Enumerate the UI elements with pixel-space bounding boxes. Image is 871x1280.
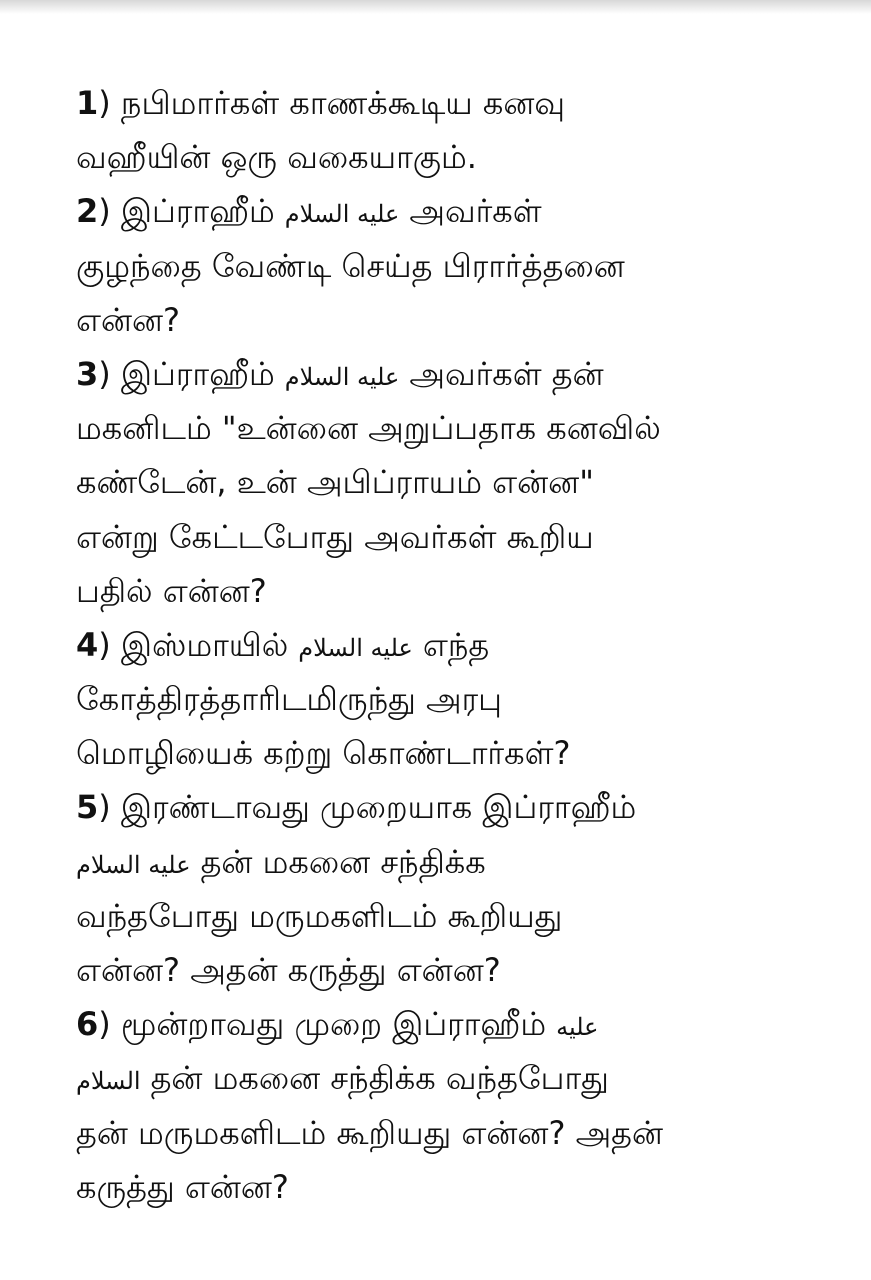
- question-3-line-5: [76, 564, 836, 618]
- question-text: கண்டேன், உன் அபிப்ராயம் என்ன": [76, 463, 594, 502]
- question-5-line-2: [76, 835, 836, 889]
- question-5-line-1: [76, 780, 836, 834]
- question-number: 4: [76, 625, 99, 664]
- question-2: [76, 184, 836, 347]
- question-text: வஹீயின் ஒரு வகையாகும்.: [76, 138, 477, 177]
- question-4-line-1: [76, 618, 836, 672]
- question-5: [76, 780, 836, 997]
- question-text: அவர்கள்: [409, 192, 542, 231]
- question-text: அவர்கள் தன்: [409, 354, 604, 393]
- question-3-line-1: [76, 347, 836, 401]
- question-text: தன் மகனை சந்திக்க: [200, 842, 486, 881]
- question-text: பதில் என்ன?: [76, 571, 267, 610]
- question-text: மகனிடம் "உன்னை அறுப்பதாக கனவில்: [76, 409, 661, 448]
- arabic-honorific: عليه السلام: [284, 200, 400, 229]
- question-text: எந்த: [422, 625, 490, 664]
- question-1-line-1: [76, 76, 836, 130]
- question-text: கருத்து என்ன?: [76, 1167, 289, 1206]
- question-text: தன் மருமகளிடம் கூறியது என்ன? அதன்: [76, 1113, 664, 1152]
- question-text: ) நபிமார்கள் காணக்கூடிய கனவு: [98, 84, 566, 122]
- question-6-line-1: [76, 997, 836, 1051]
- question-number: 1: [76, 84, 99, 122]
- question-text: வந்தபோது மருமகளிடம் கூறியது: [76, 896, 563, 935]
- question-6: [76, 997, 836, 1214]
- question-text: ) மூன்றாவது முறை இப்ராஹீம்: [98, 1005, 547, 1044]
- question-text: என்று கேட்டபோது அவர்கள் கூறிய: [76, 517, 594, 556]
- question-1: [76, 76, 836, 184]
- question-4-line-2: [76, 672, 836, 726]
- question-text: குழந்தை வேண்டி செய்த பிரார்த்தனை: [76, 246, 625, 285]
- question-text: ) இரண்டாவது முறையாக இப்ராஹீம்: [98, 788, 637, 827]
- arabic-honorific: عليه السلام: [298, 633, 413, 662]
- question-5-line-4: [76, 943, 836, 997]
- question-number: 3: [76, 354, 99, 393]
- question-4: [76, 618, 836, 781]
- question-text: என்ன?: [76, 300, 181, 339]
- question-text: ) இஸ்மாயில்: [98, 625, 289, 664]
- question-2-line-3: [76, 293, 836, 347]
- question-5-line-3: [76, 889, 836, 943]
- arabic-honorific: السلام: [76, 1067, 141, 1096]
- question-text: கோத்திரத்தாரிடமிருந்து அரபு: [76, 680, 502, 719]
- question-3-line-4: [76, 510, 836, 564]
- question-text: ) இப்ராஹீம்: [98, 354, 275, 393]
- arabic-honorific: عليه السلام: [284, 362, 400, 391]
- question-number: 5: [76, 788, 99, 827]
- arabic-honorific: عليه السلام: [76, 850, 191, 879]
- question-text: ) இப்ராஹீம்: [98, 192, 275, 231]
- question-6-line-3: [76, 1106, 836, 1160]
- top-shadow: [0, 0, 871, 14]
- questions-document: [76, 76, 836, 1214]
- question-3: [76, 347, 836, 618]
- question-1-line-2: [76, 130, 836, 184]
- question-6-line-2: [76, 1051, 836, 1105]
- arabic-honorific: عليه: [556, 1013, 599, 1042]
- question-text: என்ன? அதன் கருத்து என்ன?: [76, 951, 501, 989]
- question-3-line-2: [76, 401, 836, 455]
- question-text: தன் மகனை சந்திக்க வந்தபோது: [150, 1059, 609, 1098]
- question-number: 6: [76, 1005, 99, 1044]
- question-3-line-3: [76, 455, 836, 509]
- question-2-line-1: [76, 184, 836, 238]
- question-text: மொழியைக் கற்று கொண்டார்கள்?: [76, 734, 571, 773]
- question-number: 2: [76, 192, 99, 231]
- question-4-line-3: [76, 726, 836, 780]
- question-6-line-4: [76, 1160, 836, 1214]
- question-2-line-2: [76, 239, 836, 293]
